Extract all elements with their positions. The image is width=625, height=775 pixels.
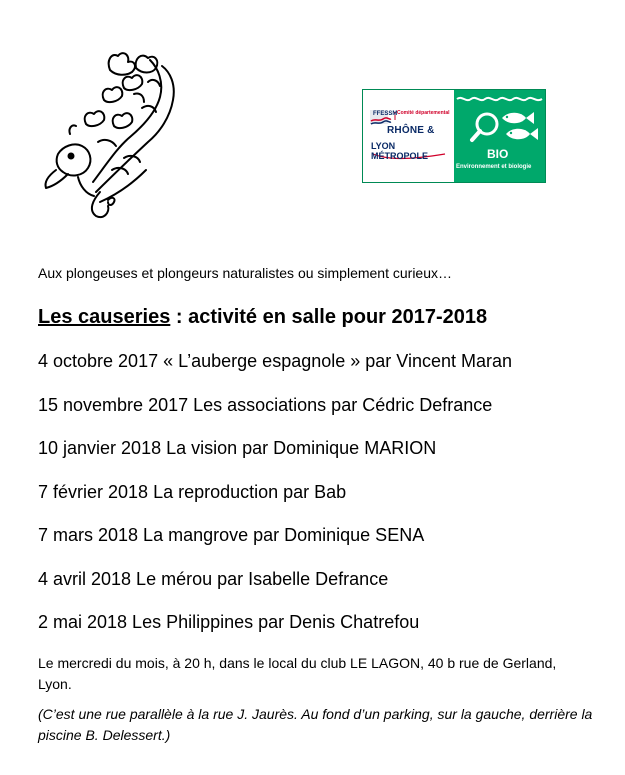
seahorse-sketch-icon [38,42,198,222]
logo-lyon-text: LYON MÉTROPOLE [371,141,429,161]
event-item: 2 mai 2018 Les Philippines par Denis Chatrefou [38,612,420,632]
logo-committee-mark [363,90,454,182]
directions-text: (C’est une rue parallèle à la rue J. Jaurès. Au fond d’un parking, sur la gauche, derrière la piscine B. Delessert.) [38,706,593,743]
logo-ffessm-text: FFESSM [373,111,398,117]
event-item: 15 novembre 2017 Les associations par Cédric Defrance [38,394,493,415]
meeting-info [38,653,593,746]
page-title [38,305,487,329]
event-item: 10 janvier 2018 La vision par Dominique MARION [38,438,437,458]
event-item: 7 mars 2018 La mangrove par Dominique SENA [38,525,425,545]
logo-bio-text: BIO [487,147,509,161]
logo-rhone-text: RHÔNE & [387,125,435,136]
event-item: 4 octobre 2017 « L’auberge espagnole » par Vincent Maran [38,351,513,371]
intro-text: Aux plongeuses et plongeurs naturalistes ou simplement curieux… [38,265,453,281]
event-item: 7 février 2018 La reproduction par Bab [38,481,347,502]
event-item: 4 avril 2018 Le mérou par Isabelle Defrance [38,568,389,589]
address-text: Le mercredi du mois, à 20 h, dans le local du club LE LAGON, 40 b rue de Gerland, Lyon. [38,655,557,692]
event-list [38,349,598,654]
title-rest-text: : activité en salle pour 2017-2018 [170,306,488,328]
logo-comite-text: Comité départemental [397,110,450,116]
logo-env-text: Environnement et biologie [456,164,532,170]
ffessm-bio-logo [362,89,546,183]
title-underlined-text: Les causeries [38,306,171,328]
logo-committee-panel [363,90,454,182]
